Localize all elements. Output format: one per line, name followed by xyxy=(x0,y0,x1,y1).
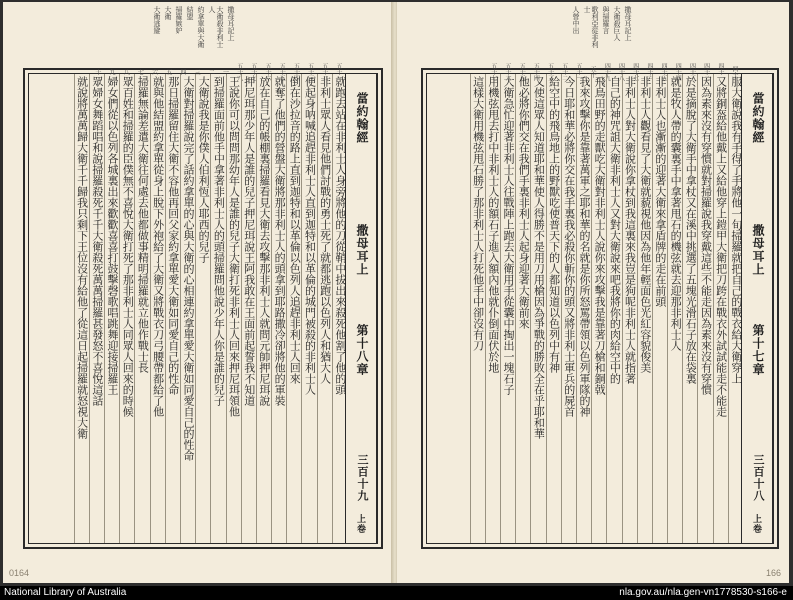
verse-number: 五十八 xyxy=(235,63,243,81)
verse-number: 七 xyxy=(136,69,144,75)
text-column xyxy=(470,74,485,543)
verse-number: 四十六 xyxy=(645,63,653,81)
footer-url[interactable]: nla.gov.au/nla.gen-vn1778530-s166-e xyxy=(619,587,787,598)
text-column xyxy=(652,74,667,543)
text-column xyxy=(210,74,225,543)
verse-number: 十 xyxy=(93,69,101,75)
verse-number: 六 xyxy=(150,69,158,75)
verse-number: 九 xyxy=(108,69,115,75)
column-text: 他必將你們交在我們手裏非利士人起身迎著大衛前來 xyxy=(517,76,531,329)
left-volume: 上卷 xyxy=(355,514,365,534)
text-column xyxy=(576,74,591,543)
verse-number: 五十四 xyxy=(292,63,300,81)
column-text: 給空中的飛鳥地上的野獸吃使普天下的人都知道以色列中有神 xyxy=(547,76,561,373)
verse-number: 五 xyxy=(164,69,172,75)
verse-number: 二 xyxy=(207,69,215,75)
footer-credit: National Library of Australia xyxy=(4,587,127,598)
left-header-column xyxy=(345,74,377,543)
column-text: 自己的神咒詛大衛非利士人又對大衛說來吧我將你的肉給空中的 xyxy=(608,76,622,384)
text-column xyxy=(713,74,728,543)
column-text: 服大衛說我有手得了手將他一旬掃羅就把自己的戰衣給大衛穿上 xyxy=(729,76,743,384)
verse-number: 四十五 xyxy=(660,63,668,81)
text-column xyxy=(591,74,606,543)
text-column xyxy=(89,74,104,543)
margin-note: 大衛逃避 xyxy=(153,6,161,34)
verse-number: 三 xyxy=(193,69,201,75)
margin-note: 與掃羅言 xyxy=(602,6,610,34)
right-chapter-label: 撒母耳上 xyxy=(751,224,765,276)
margin-note: 大衛 xyxy=(164,6,172,20)
verse-number: 四十四 xyxy=(674,63,682,81)
right-text-columns xyxy=(470,74,743,543)
left-top-notes xyxy=(25,6,235,54)
left-chapter-label: 撒母耳上 xyxy=(355,224,369,276)
left-chapter-number: 第十八章 xyxy=(355,324,369,376)
margin-note: 人營中出 xyxy=(572,6,580,34)
column-text: 押尼珥那少年人是誰的兒子押尼珥說王阿我敢在王面前起誓我不知道 xyxy=(242,76,256,406)
left-page-stamp: 0164 xyxy=(9,568,30,578)
text-column xyxy=(606,74,621,543)
text-column xyxy=(622,74,637,543)
verse-number: 五十六 xyxy=(264,63,272,81)
column-text: 眾百姓和掃羅的臣僕無不喜悅大衛打死了那非利士人同眾人回來的時候 xyxy=(121,76,135,417)
margin-note: 撒母耳記上 xyxy=(227,6,235,41)
text-column xyxy=(697,74,712,543)
column-text: 這樣大衛用機弦甩石勝了那非利士人打死他手中卻沒有刀 xyxy=(471,76,485,351)
text-column xyxy=(500,74,515,543)
text-column xyxy=(485,74,500,543)
margin-note: 歌利亞從非利士 xyxy=(583,6,599,48)
verse-number: 四十八 xyxy=(617,63,625,81)
column-text: 又將銅盔給他戴上又給他穿上鎧甲大衛把刀跨在戰衣外試試能走不能走 xyxy=(714,76,728,417)
verse-number: 五十一 xyxy=(574,63,582,81)
right-page-number: 三百十八 xyxy=(752,454,765,502)
margin-note: 大衛殺巨人 xyxy=(613,6,621,41)
text-column xyxy=(271,74,286,543)
verse-number: 四十九 xyxy=(603,63,611,81)
verse-number: 八 xyxy=(122,69,130,75)
column-text: 就奪了他們的營盤大衛將那非利士人的頭拿到耶路撒冷卻將他的軍裝 xyxy=(273,76,287,406)
right-header-column xyxy=(741,74,773,543)
text-column xyxy=(530,74,545,543)
verse-number: 五十二 xyxy=(320,63,328,81)
verse-number: 五十六 xyxy=(504,63,511,81)
column-text: 於是摘脫了大衛手中拿杖又在溪中挑選了五塊光滑石子放在袋裏 xyxy=(684,76,698,384)
footer-bar xyxy=(0,586,793,600)
margin-note: 撒母耳記上 xyxy=(624,6,632,41)
right-volume: 上卷 xyxy=(751,514,761,534)
verse-number: 五十二 xyxy=(560,63,568,81)
text-column xyxy=(241,74,256,543)
right-top-notes xyxy=(502,6,632,54)
verse-number: 四十 xyxy=(731,66,738,78)
right-text-frame xyxy=(421,63,779,549)
text-column xyxy=(301,74,316,543)
left-page-number: 三百十九 xyxy=(356,454,369,502)
verse-number: 四十七 xyxy=(631,63,639,81)
column-text: 王說你可以問問那幼年人是誰的兒子大衛打死非利士人回來押尼珥領他 xyxy=(227,76,241,417)
column-text: 就跑去站在非利士人身旁將他的刀從鞘中拔出來殺死他割了他的頭 xyxy=(333,76,347,395)
column-text: 到掃羅面前他手中拿著非利士人的頭掃羅問他說少年人你是誰的兒子 xyxy=(212,76,226,406)
column-text: 非利士人也漸漸的迎著大衛來拿盾牌的走在前頭 xyxy=(653,76,667,307)
column-text: 大衛說我是你僕人伯利恆人耶西的兒子 xyxy=(197,76,211,263)
column-text: 我來攻擊你是靠著萬軍之耶和華的名就是你所怒罵帶領以色列軍隊的神 xyxy=(577,76,591,417)
verse-number: 五十四 xyxy=(532,63,540,81)
margin-note: 結盟 xyxy=(186,6,194,20)
column-text: 眾婦女舞蹈唱和說掃羅殺死千千大衛殺死萬萬掃羅甚發怒不喜悅這話 xyxy=(90,76,104,406)
text-column xyxy=(119,74,134,543)
column-text: 掃羅無論差遣大衛往何處去他都做事精明掃羅就立他作戰士長 xyxy=(136,76,150,373)
margin-note: 約拿單與大衛 xyxy=(197,6,205,48)
column-text: 又使這眾人知道耶和華使人得勝不是用刀用槍因為爭戰的勝敗全在乎耶和華 xyxy=(532,76,546,439)
verse-number: 四十二 xyxy=(702,63,710,81)
text-column xyxy=(637,74,652,543)
column-text: 放在自己的帳棚裏掃羅看見大衛去攻擊那非利士人就問元帥押尼珥說 xyxy=(257,76,271,406)
margin-note: 掃羅嫉妒 xyxy=(175,6,183,34)
column-text: 便起身呐喊追趕非利士人直到迦特和以革倫的城門被殺的非利士人 xyxy=(303,76,317,395)
column-text: 非利士人對大衛說你拿杖到我這裏來我豈是狗呢非利士人就指著 xyxy=(623,76,637,384)
margin-note: 大衛殺非利士人 xyxy=(208,6,224,48)
left-text-columns xyxy=(74,74,347,543)
verse-number: 五十七 xyxy=(249,63,257,81)
column-text: 飛鳥田野的走獸吃大衛對非利士人說你來攻擊我是靠著刀槍和銅戟 xyxy=(593,76,607,395)
verse-number: 五十三 xyxy=(546,63,554,81)
verse-number: 五十一 xyxy=(335,63,342,81)
left-text-frame xyxy=(23,63,383,549)
column-text: 就說將萬萬歸大衛千千歸我只剩下王位沒有給他了從這日起掃羅就怒視大衛 xyxy=(75,76,89,439)
verse-number: 五十五 xyxy=(278,63,286,81)
text-column xyxy=(332,74,347,543)
column-text: 非利士眾人看見他們討戰的勇士死了就都逃跑以色列人和猶大人 xyxy=(318,76,332,384)
column-text: 非利士人觀看見了大衛就藐視他因為他年輕面色光紅容貌俊美 xyxy=(638,76,652,373)
text-column xyxy=(667,74,682,543)
right-chapter-number: 第十七章 xyxy=(751,324,765,376)
text-column xyxy=(165,74,180,543)
text-column xyxy=(546,74,561,543)
right-page-stamp: 166 xyxy=(765,568,781,578)
text-column xyxy=(728,74,743,543)
text-column xyxy=(74,74,89,543)
text-column xyxy=(195,74,210,543)
column-text: 用機弦甩去打中非利士人的額石子進入額內他就仆倒面伏於地 xyxy=(486,76,500,373)
text-column xyxy=(150,74,165,543)
column-text: 那日掃羅留住大衛不容他再回父家約拿單愛大衛如同愛自己的性命 xyxy=(166,76,180,395)
verse-number: 四十三 xyxy=(688,63,696,81)
text-column xyxy=(226,74,241,543)
column-text: 婦女們從以色列各城裏出來歡歡喜喜打鼓擊磬歌唱跳舞迎接掃羅王 xyxy=(106,76,119,395)
column-text: 倒在沙拉音的路上直到迦特和以革倫以色列人追趕非利士人回來 xyxy=(288,76,302,384)
left-page xyxy=(3,2,394,583)
text-column xyxy=(515,74,530,543)
column-text: 大衛急忙迎著非利士人往戰陣上跑去大衛用手從囊中掏出一塊石子 xyxy=(502,76,515,395)
verse-number: 一 xyxy=(221,69,229,75)
text-column xyxy=(561,74,576,543)
verse-number: 五十七 xyxy=(489,63,497,81)
right-page xyxy=(397,2,789,583)
left-book-title: 當約翰經 xyxy=(355,92,369,144)
text-column xyxy=(682,74,697,543)
column-text: 就是牧人帶的囊裏手中拿著甩石的機弦就去迎那非利士人 xyxy=(669,76,683,351)
text-column xyxy=(180,74,195,543)
verse-number: 四 xyxy=(178,69,186,75)
verse-number: 四十一 xyxy=(716,63,724,81)
text-column xyxy=(286,74,301,543)
verse-number: 五十三 xyxy=(306,63,314,81)
verse-number: 五十 xyxy=(589,66,597,78)
right-book-title: 當約翰經 xyxy=(751,92,765,144)
text-column xyxy=(134,74,149,543)
text-column xyxy=(317,74,332,543)
text-column xyxy=(104,74,119,543)
column-text: 就與他結盟約拿單從身上脫下外袍給了大衛又將戰衣刀弓腰帶都給了他 xyxy=(151,76,165,417)
column-text: 因為素來沒有穿慣就對掃羅說我穿戴這些不能走因為素來沒有穿慣 xyxy=(699,76,713,395)
verse-number: 五十五 xyxy=(518,63,526,81)
column-text: 大衛對掃羅說完了話約拿單的心與大衛的心相連約拿單愛大衛如同愛自己的性命 xyxy=(181,76,195,461)
column-text: 今日耶和華必將你交在我手裏我必殺你斬你的頭又將非利士軍兵的屍首 xyxy=(562,76,576,417)
text-column xyxy=(256,74,271,543)
